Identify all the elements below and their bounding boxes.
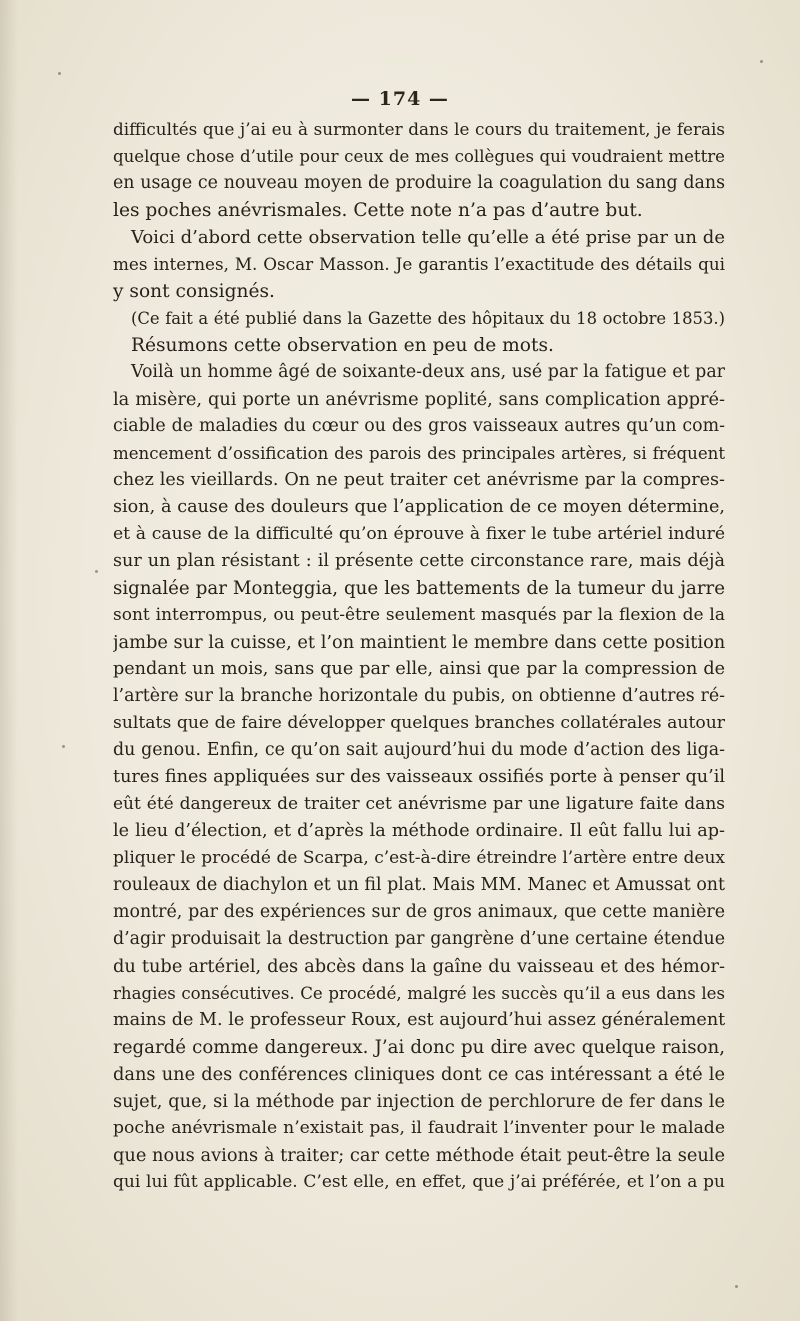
text-line: (Ce fait a été publié dans la Gazette des hôpitaux du 18 octobre 1853.) xyxy=(131,309,725,328)
text-line: sont interrompus, ou peut-être seulement masqués par la flexion de la xyxy=(113,605,725,625)
text-line: Voilà un homme âgé de soixante-deux ans, usé par la fatigue et par xyxy=(131,362,725,382)
text-line: chez les vieillards. On ne peut traiter cet anévrisme par la compres- xyxy=(113,470,725,490)
paper-speck xyxy=(62,745,65,748)
text-line: du genou. Enfin, ce qu’on sait aujourd’hui du mode d’action des liga- xyxy=(113,740,725,760)
page-edge-shadow xyxy=(0,0,18,1321)
text-line: la misère, qui porte un anévrisme poplité, sans complication appré- xyxy=(113,389,725,410)
paper-speck xyxy=(58,72,61,75)
text-line: pendant un mois, sans que par elle, ainsi que par la compression de xyxy=(113,659,725,679)
paper-speck xyxy=(760,60,763,63)
text-line: sur un plan résistant : il présente cette circonstance rare, mais déjà xyxy=(113,551,725,571)
text-line: en usage ce nouveau moyen de produire la coagulation du sang dans xyxy=(113,173,725,193)
text-line: sultats que de faire développer quelques branches collatérales autour xyxy=(113,713,725,733)
text-line: tures fines appliquées sur des vaisseaux ossifiés porte à penser qu’il xyxy=(113,767,725,787)
text-line: quelque chose d’utile pour ceux de mes collègues qui voudraient mettre xyxy=(113,147,725,166)
text-line: ciable de maladies du cœur ou des gros vaisseaux autres qu’un com- xyxy=(113,416,725,436)
text-line: regardé comme dangereux. J’ai donc pu dire avec quelque raison, xyxy=(113,1037,725,1058)
text-line: montré, par des expériences sur de gros animaux, que cette manière xyxy=(113,902,725,922)
text-line: dans une des conférences cliniques dont ce cas intéressant a été le xyxy=(113,1064,725,1085)
text-line: rouleaux de diachylon et un fil plat. Mais MM. Manec et Amussat ont xyxy=(113,875,725,895)
text-line: rhagies consécutives. Ce procédé, malgré les succès qu’il a eus dans les xyxy=(113,984,725,1003)
text-line: sujet, que, si la méthode par injection de perchlorure de fer dans le xyxy=(113,1091,725,1112)
body-text xyxy=(113,116,725,1196)
text-line: d’agir produisait la destruction par gangrène d’une certaine étendue xyxy=(113,929,725,949)
text-line: qui lui fût applicable. C’est elle, en effet, que j’ai préférée, et l’on a pu xyxy=(113,1172,725,1192)
text-line: jambe sur la cuisse, et l’on maintient le membre dans cette position xyxy=(113,632,725,653)
text-line: que nous avions à traiter; car cette méthode était peut-être la seule xyxy=(113,1145,725,1166)
text-line: poche anévrismale n’existait pas, il faudrait l’inventer pour le malade xyxy=(113,1118,725,1138)
text-line: et à cause de la difficulté qu’on éprouve à fixer le tube artériel induré xyxy=(113,524,725,544)
text-line: mencement d’ossification des parois des principales artères, si fréquent xyxy=(113,444,725,463)
text-line: pliquer le procédé de Scarpa, c’est-à-dire étreindre l’artère entre deux xyxy=(113,848,725,868)
text-line: du tube artériel, des abcès dans la gaîne du vaisseau et des hémor- xyxy=(113,956,725,977)
text-line: mes internes, M. Oscar Masson. Je garantis l’exactitude des détails qui xyxy=(113,254,725,274)
text-line: difficultés que j’ai eu à surmonter dans le cours du traitement, je ferais xyxy=(113,119,725,139)
text-line: sion, à cause des douleurs que l’application de ce moyen détermine, xyxy=(113,497,725,517)
text-line: y sont consignés. xyxy=(113,281,275,302)
text-line: mains de M. le professeur Roux, est aujourd’hui assez généralement xyxy=(113,1010,725,1030)
text-line: l’artère sur la branche horizontale du pubis, on obtienne d’autres ré- xyxy=(113,686,725,706)
text-line: le lieu d’élection, et d’après la méthode ordinaire. Il eût fallu lui ap- xyxy=(113,821,725,841)
text-line: signalée par Monteggia, que les battements de la tumeur du jarre xyxy=(113,578,725,599)
text-line: eût été dangereux de traiter cet anévrisme par une ligature faite dans xyxy=(113,794,725,814)
text-line: les poches anévrismales. Cette note n’a pas d’autre but. xyxy=(113,200,643,221)
paper-speck xyxy=(735,1285,738,1288)
text-line: Résumons cette observation en peu de mots. xyxy=(131,335,554,356)
text-line: Voici d’abord cette observation telle qu’elle a été prise par un de xyxy=(131,227,725,248)
page-number: — 174 — xyxy=(351,88,449,110)
paper-speck xyxy=(95,570,98,573)
